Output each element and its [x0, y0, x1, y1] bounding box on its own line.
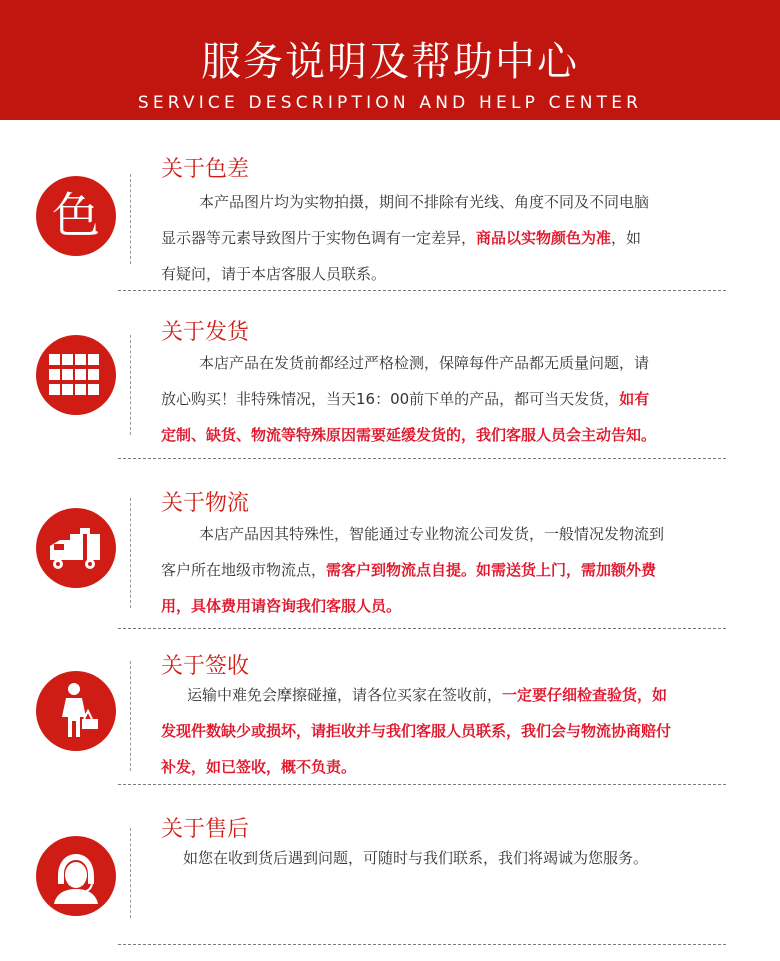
body-line	[161, 677, 766, 713]
section-body	[161, 345, 766, 453]
highlight-text: 需客户到物流点自提。如需送货上门，需加额外费	[326, 561, 657, 579]
delivery-truck-svg	[36, 508, 116, 588]
body-line: 本产品图片均为实物拍摄，期间不排除有光线、角度不同及不同电脑	[199, 193, 650, 211]
color-char-icon	[36, 176, 116, 256]
section-divider-line	[130, 661, 131, 771]
calendar-grid-icon	[36, 335, 116, 415]
highlight-line: 用，具体费用请咨询我们客服人员。	[161, 597, 402, 615]
section-body	[161, 184, 766, 292]
section-divider-line	[130, 498, 131, 608]
section-divider	[118, 784, 726, 785]
section-shipping	[0, 305, 780, 465]
body-line: 本店产品在发货前都经过严格检测，保障每件产品都无质量问题，请	[199, 354, 650, 372]
body-line	[161, 552, 766, 588]
body-text: 放心购买！非特殊情况，当天16：00前下单的产品，都可当天发货，	[161, 390, 620, 408]
highlight-line: 补发，如已签收，概不负责。	[161, 758, 357, 776]
section-body	[161, 516, 766, 624]
section-divider-line	[130, 335, 131, 435]
section-heading: 关于签收	[161, 654, 250, 679]
highlight-text: 商品以实物颜色为准	[476, 229, 612, 247]
section-divider	[118, 628, 726, 629]
section-logistics	[0, 478, 780, 638]
section-heading: 关于发货	[161, 320, 250, 345]
section-divider	[118, 290, 726, 291]
color-char-glyph: 色	[51, 188, 100, 244]
body-text: 显示器等元素导致图片于实物色调有一定差异，	[161, 229, 477, 247]
section-heading: 关于物流	[161, 491, 250, 516]
section-heading: 关于售后	[161, 817, 250, 842]
customer-service-icon	[36, 836, 116, 916]
body-line	[161, 220, 766, 256]
section-body	[161, 677, 766, 785]
highlight-text: 一定要仔细检查验货，如	[502, 686, 668, 704]
section-divider-line	[130, 828, 131, 918]
section-divider	[118, 944, 726, 945]
highlight-line: 发现件数缺少或损坏，请拒收并与我们客服人员联系，我们会与物流协商赔付	[161, 722, 672, 740]
body-line	[161, 381, 766, 417]
highlight-line: 定制、缺货、物流等特殊原因需要延缓发货的，我们客服人员会主动告知。	[161, 426, 657, 444]
delivery-truck-icon	[36, 508, 116, 588]
page-header	[0, 0, 780, 120]
customer-service-svg	[36, 836, 116, 916]
section-after-sales	[0, 800, 780, 950]
body-text: 运输中难免会摩擦碰撞，请各位买家在签收前，	[187, 686, 503, 704]
highlight-text: 如有	[619, 390, 650, 408]
section-color-difference	[0, 140, 780, 300]
body-line: 如您在收到货后遇到问题，可随时与我们联系，我们将竭诚为您服务。	[183, 849, 649, 867]
section-divider-line	[130, 174, 131, 264]
section-body	[161, 840, 766, 876]
body-line: 本店产品因其特殊性，智能通过专业物流公司发货，一般情况发物流到	[199, 525, 665, 543]
shopper-basket-svg	[36, 671, 116, 751]
body-text: 客户所在地级市物流点，	[161, 561, 327, 579]
page-title: 服务说明及帮助中心	[201, 39, 579, 85]
section-divider	[118, 458, 726, 459]
body-text: ，如	[611, 229, 642, 247]
section-heading: 关于色差	[161, 157, 250, 182]
shopper-basket-icon	[36, 671, 116, 751]
section-receipt	[0, 643, 780, 803]
calendar-grid-svg	[36, 335, 116, 415]
page-subtitle: SERVICE DESCRIPTION AND HELP CENTER	[137, 93, 643, 113]
body-line: 有疑问，请于本店客服人员联系。	[161, 265, 387, 283]
